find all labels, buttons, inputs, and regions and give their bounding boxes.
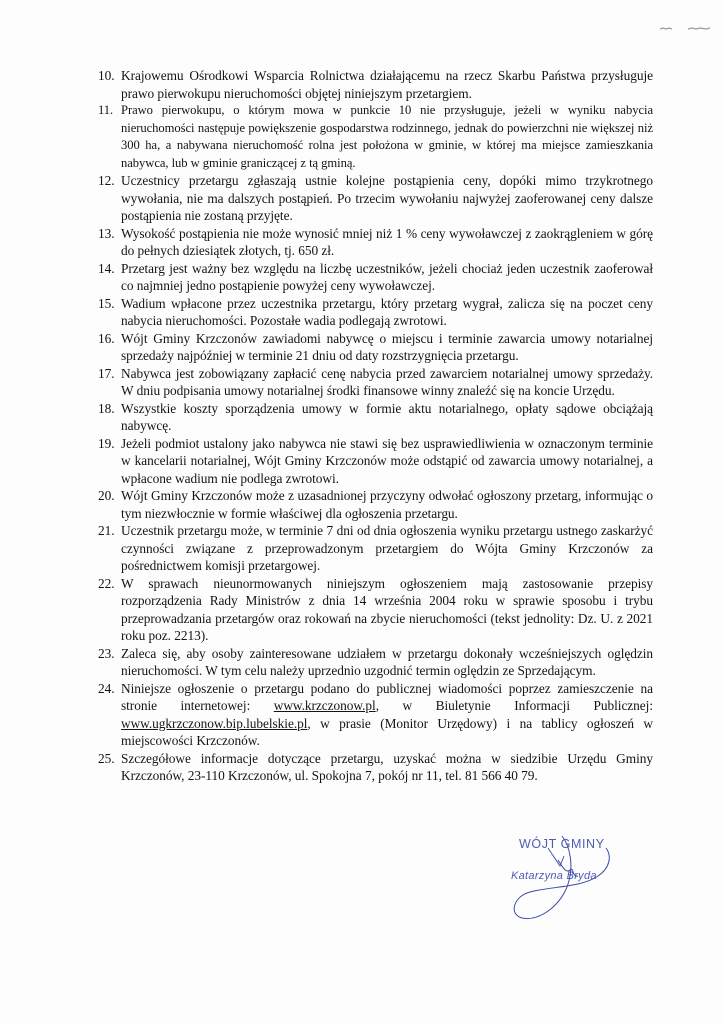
- item-text: Nabywca jest zobowiązany zapłacić cenę nabycia przed zawarciem notarialnej umowy sprzedaży. W dniu podpisania umowy notarialnej środki finansowe winny znaleźć się na koncie Urzędu.: [121, 365, 653, 398]
- item-number: 24.: [98, 680, 115, 696]
- item-number: 25.: [98, 750, 115, 766]
- announcement-items: [98, 67, 653, 785]
- item-number: 13.: [98, 225, 115, 241]
- item-text: Szczegółowe informacje dotyczące przetargu, uzyskać można w siedzibie Urzędu Gminy Krzczonów, 23-110 Krzczonów, ul. Spokojna 7, pokój nr 11, tel. 81 566 40 79.: [121, 750, 653, 783]
- item-text-part3: , w prasie (Monitor Urzędowy) i na tablicy ogłoszeń w miejscowości Krzczonów.: [121, 715, 653, 748]
- item-number: 23.: [98, 645, 115, 661]
- item-20: [98, 487, 653, 522]
- item-text: Prawo pierwokupu, o którym mowa w punkcie 10 nie przysługuje, jeżeli w wyniku nabycia nieruchomości następuje powiększenie gospodarstwa rodzinnego, jednak do powierzchni nie większej niż 300 ha, a nabywana nieruchomość rolna jest położona w gminie, w której ma miejsce zamieszkania nabywca, lub w gminie graniczącej z tą gminą.: [121, 103, 653, 170]
- item-13: [98, 225, 653, 260]
- item-19: [98, 435, 653, 488]
- item-text: Wysokość postąpienia nie może wynosić mniej niż 1 % ceny wywoławczej z zaokrągleniem w górę do pełnych dziesiątek złotych, tj. 650 zł.: [121, 225, 653, 258]
- item-12: [98, 172, 653, 225]
- item-21: [98, 522, 653, 575]
- item-text: Zaleca się, aby osoby zainteresowane udziałem w przetargu dokonały wcześniejszych oględzin nieruchomości. W tym celu należy uprzednio uzgodnić termin oględzin ze Sprzedającym.: [121, 645, 653, 678]
- item-number: 21.: [98, 523, 115, 538]
- item-number: 12.: [98, 173, 115, 188]
- item-text: Jeżeli podmiot ustalony jako nabywca nie stawi się bez usprawiedliwienia w oznaczonym terminie w kancelarii notarialnej, Wójt Gminy Krzczonów może odstąpić od zawarcia umowy notarialnej, a wpłacone wadium nie podlega zwrotowi.: [121, 435, 653, 486]
- item-number: 20.: [98, 488, 115, 503]
- item-text: Wadium wpłacone przez uczestnika przetargu, który przetarg wygrał, zalicza się na poczet ceny nabycia nieruchomości. Pozostałe wadia podlegają zwrotowi.: [121, 295, 653, 328]
- item-text: Przetarg jest ważny bez względu na liczbę uczestników, jeżeli chociaż jeden uczestnik zaoferował co najmniej jedno postąpienie powyżej ceny wywoławczej.: [121, 260, 653, 293]
- item-number: 14.: [98, 260, 115, 276]
- item-text: Wójt Gminy Krzczonów może z uzasadnionej przyczyny odwołać ogłoszony przetarg, informując o tym niezwłocznie w formie właściwej dla ogłoszenia przetargu.: [121, 488, 653, 521]
- item-number: 15.: [98, 295, 115, 311]
- item-number: 10.: [98, 68, 115, 83]
- item-16: [98, 330, 653, 365]
- item-11: [98, 102, 653, 172]
- item-text: Wójt Gminy Krzczonów zawiadomi nabywcę o miejscu i terminie zawarcia umowy notarialnej sprzedaży najpóźniej w terminie 21 dniu od daty rozstrzygnięcia przetargu.: [121, 330, 653, 363]
- stamp-title: WÓJT GMINY: [519, 837, 605, 851]
- item-text: Wszystkie koszty sporządzenia umowy w formie aktu notarialnego, opłaty sądowe obciążają nabywcę.: [121, 400, 653, 433]
- item-25: [98, 750, 653, 785]
- item-15: [98, 295, 653, 330]
- item-14: [98, 260, 653, 295]
- item-text: W sprawach nieunormowanych niniejszym ogłoszeniem mają zastosowanie przepisy rozporządzenia Rady Ministrów z dnia 14 września 2004 roku w sprawie sposobu i trybu przeprowadzania przetargów oraz rokowań na zbycie nieruchomości (tekst jednolity: Dz. U. z 2021 roku poz. 2213).: [121, 575, 653, 643]
- item-number: 18.: [98, 400, 115, 416]
- item-17: [98, 365, 653, 400]
- handwritten-signature: [500, 826, 630, 936]
- item-18: [98, 400, 653, 435]
- item-text: Uczestnicy przetargu zgłaszają ustnie kolejne postąpienia ceny, dopóki mimo trzykrotnego wywołania, nie ma dalszych postąpień. Po trzecim wywołaniu najwyżej zaoferowanej ceny dalsze postąpienia nie zostaną przyjęte.: [121, 173, 653, 223]
- bip-link[interactable]: www.ugkrzczonow.bip.lubelskie.pl: [121, 715, 308, 731]
- item-number: 19.: [98, 435, 115, 451]
- item-24: [98, 680, 653, 750]
- item-text: Krajowemu Ośrodkowi Wsparcia Rolnictwa działającemu na rzecz Skarbu Państwa przysługuje prawo pierwokupu nieruchomości objętej niniejszym przetargiem.: [121, 68, 653, 101]
- item-text-part1: Niniejsze ogłoszenie o przetargu podano do publicznej wiadomości poprzez zamieszczenie na stronie internetowej:: [121, 680, 653, 713]
- scan-corner-mark: [658, 26, 712, 32]
- item-number: 22.: [98, 575, 115, 591]
- item-number: 17.: [98, 365, 115, 381]
- item-22: [98, 575, 653, 645]
- website-link[interactable]: www.krzczonow.pl: [273, 698, 376, 713]
- item-number: 16.: [98, 330, 115, 346]
- stamp-name: Katarzyna Bryda: [511, 870, 597, 882]
- item-10: [98, 67, 653, 102]
- item-23: [98, 645, 653, 680]
- item-number: 11.: [98, 103, 114, 117]
- item-text-part2: , w Biuletynie Informacji Publicznej:: [375, 698, 653, 713]
- item-text: Uczestnik przetargu może, w terminie 7 dni od dnia ogłoszenia wyniku przetargu ustnego zaskarżyć czynności związane z przeprowadzonym przetargiem do Wójta Gminy Krzczonów za pośrednictwem komisji przetargowej.: [121, 523, 653, 573]
